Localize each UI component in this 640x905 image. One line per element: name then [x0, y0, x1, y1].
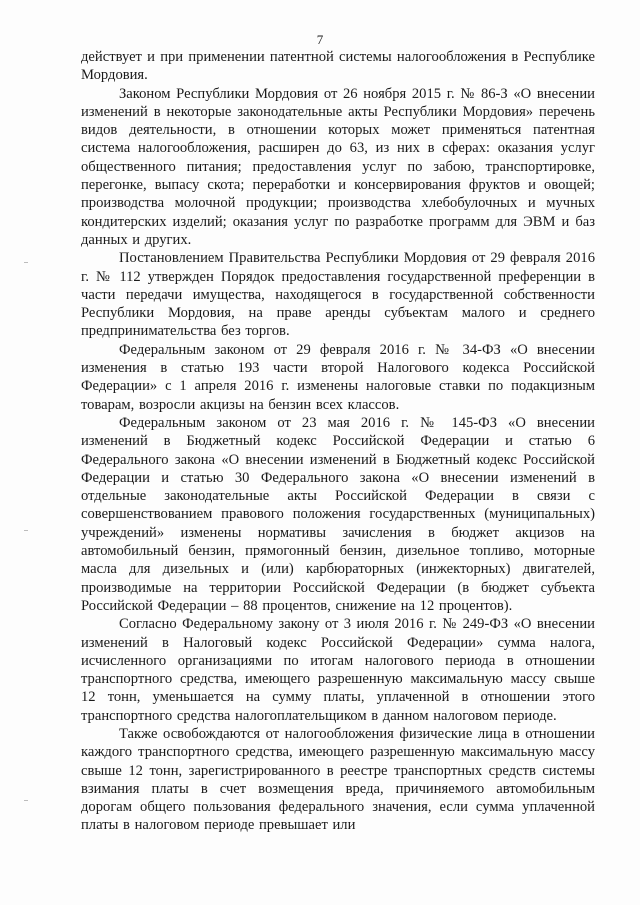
paragraph-2: Законом Республики Мордовия от 26 ноября 2015 г. № 86-З «О внесении изменений в некоторые законодательные акты Республики Мордовия» перечень видов деятельности, в отношении которых может применяться патентная система налогообложения, расширен до 63, из них в сферах: оказания услуг общественного питания; предоставления услуг по забою, транспортировке, перегонке, выпасу скота; переработки и консервирования фруктов и овощей; производства молочной продукции; производства хлебобулочных и мучных кондитерских изделий; оказания услуг по разработке программ для ЭВМ и баз данных и других.	[81, 85, 595, 248]
scan-mark	[24, 800, 28, 801]
paragraph-6: Согласно Федеральному закону от 3 июля 2016 г. № 249-ФЗ «О внесении изменений в Налоговый кодекс Российской Федерации» сумма налога, исчисленного организациями по итогам налогового периода в отношении транспортного средства, имеющего разрешенную максимальную массу свыше 12 тонн, уменьшается на сумму платы, уплаченной в отношении этого транспортного средства налогоплательщиком в данном налоговом периоде.	[81, 616, 595, 724]
paragraph-1: действует и при применении патентной системы налогообложения в Республике Мордовия.	[81, 49, 595, 84]
scan-mark	[24, 262, 28, 263]
paragraph-7: Также освобождаются от налогообложения физические лица в отношении каждого транспортного средства, имеющего разрешенную максимальную массу свыше 12 тонн, зарегистрированного в реестре транспортных средств системы взимания платы в счет возмещения вреда, причиняемого автомобильным дорогам общего пользования федерального значения, если сумма уплаченной платы в налоговом периоде превышает или	[81, 725, 595, 834]
scan-mark	[24, 530, 28, 531]
paragraph-3: Постановлением Правительства Республики Мордовия от 29 февраля 2016 г. № 112 утвержден Порядок предоставления государственной преференции в части передачи имущества, находящегося в государственной собственности Республики Мордовия, на праве аренды субъектам малого и среднего предпринимательства без торгов.	[81, 250, 595, 340]
paragraph-4: Федеральным законом от 29 февраля 2016 г. № 34-ФЗ «О внесении изменения в статью 193 части второй Налогового кодекса Российской Федерации» с 1 апреля 2016 г. изменены налоговые ставки по подакцизным товарам, возросли акцизы на бензин всех классов.	[81, 341, 595, 413]
page-number: 7	[316, 32, 324, 47]
body-text	[81, 48, 595, 835]
paragraph-5: Федеральным законом от 23 мая 2016 г. № 145-ФЗ «О внесении изменений в Бюджетный кодекс Российской Федерации и статью 6 Федерального закона «О внесении изменений в Бюджетный кодекс Российской Федерации и статью 30 Федерального закона «О внесении изменений в отдельные законодательные акты Российской Федерации в связи с совершенствованием правового положения государственных (муниципальных) учреждений» изменены нормативы зачисления в бюджет акцизов на автомобильный бензин, прямогонный бензин, дизельное топливо, моторные масла для дизельных и (или) карбюраторных (инжекторных) двигателей, производимые на территории Российской Федерации (в бюджет субъекта Российской Федерации – 88 процентов, снижение на 12 процентов).	[81, 414, 595, 614]
